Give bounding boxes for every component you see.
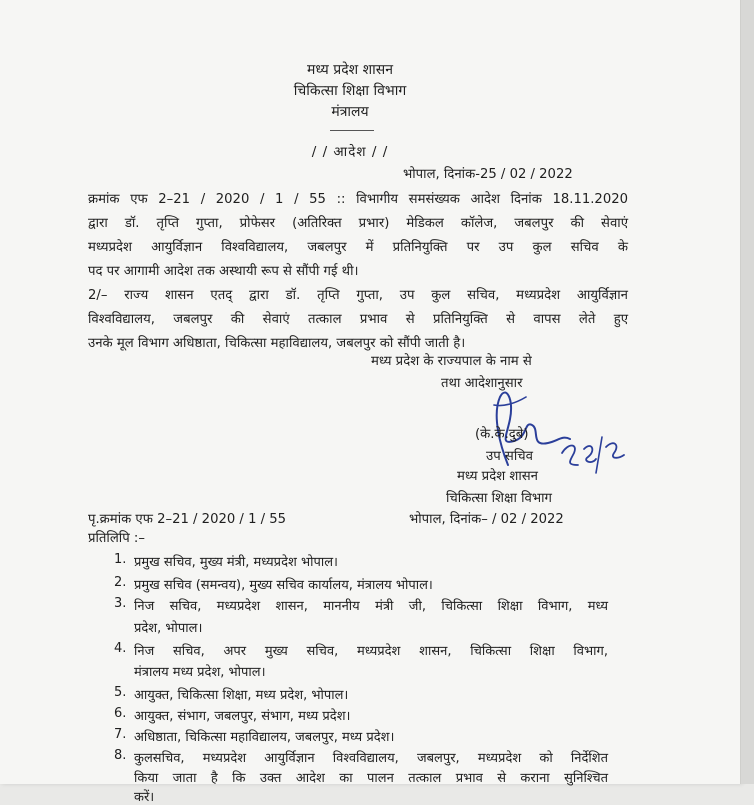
- list-item: किया जाता है कि उक्त आदेश का पालन तत्काल प्रभाव से कराना सुनिश्चित: [134, 771, 608, 786]
- list-item: निज सचिव, अपर मुख्य सचिव, मध्यप्रदेश शासन, चिकित्सा शिक्षा विभाग,: [134, 644, 608, 659]
- header-ministry: मंत्रालय: [331, 104, 369, 120]
- para2-line: उनके मूल विभाग अधिष्ठाता, चिकित्सा महाविद्यालय, जबलपुर को सौंपी जाती है।: [88, 336, 466, 351]
- para1-line: पद पर आगामी आदेश तक अस्थायी रूप से सौंपी गई थी।: [88, 264, 359, 279]
- endorsement-ref: पृ.क्रमांक एफ 2–21 / 2020 / 1 / 55: [88, 512, 287, 527]
- order-date: भोपाल, दिनांक-25 / 02 / 2022: [403, 167, 573, 182]
- order-title: / / आदेश / /: [311, 144, 389, 160]
- list-number: 8.: [114, 748, 127, 763]
- signatory-govt: मध्य प्रदेश शासन: [457, 469, 538, 484]
- list-number: 6.: [114, 706, 127, 721]
- list-item: आयुक्त, चिकित्सा शिक्षा, मध्य प्रदेश, भोपाल।: [134, 688, 349, 703]
- list-item: प्रमुख सचिव (समन्वय), मुख्य सचिव कार्यालय, मंत्रालय भोपाल।: [134, 578, 433, 593]
- signatory-dept: चिकित्सा शिक्षा विभाग: [446, 491, 552, 506]
- governor-line: तथा आदेशानुसार: [441, 376, 523, 391]
- list-item: प्रमुख सचिव, मुख्य मंत्री, मध्यप्रदेश भोपाल।: [134, 555, 338, 570]
- para2-line: विश्वविद्यालय, जबलपुर की सेवाएं तत्काल प्रभाव से प्रतिनियुक्ति से वापस लेते हुए: [88, 312, 628, 327]
- para1-line: मध्यप्रदेश आयुर्विज्ञान विश्वविद्यालय, जबलपुर में प्रतिनियुक्ति पर उप कुल सचिव के: [88, 240, 628, 255]
- header-divider: [330, 130, 374, 131]
- list-item: आयुक्त, संभाग, जबलपुर, संभाग, मध्य प्रदेश।: [134, 709, 351, 724]
- list-number: 7.: [114, 727, 127, 742]
- list-item: मंत्रालय मध्य प्रदेश, भोपाल।: [134, 665, 266, 680]
- signatory-designation: उप सचिव: [486, 449, 533, 464]
- para1-line: क्रमांक एफ 2–21 / 2020 / 1 / 55 :: विभागीय समसंख्यक आदेश दिनांक 18.11.2020: [88, 192, 628, 207]
- list-item: अधिष्ठाता, चिकित्सा महाविद्यालय, जबलपुर, मध्य प्रदेश।: [134, 730, 395, 745]
- list-number: 2.: [114, 575, 127, 590]
- viewer-background: [741, 0, 754, 784]
- list-number: 3.: [114, 596, 127, 611]
- list-number: 4.: [114, 641, 127, 656]
- list-item: प्रदेश, भोपाल।: [134, 621, 203, 636]
- copy-label: प्रतिलिपि :–: [88, 531, 145, 546]
- signatory-name: (के.के.दुबे): [475, 427, 529, 442]
- list-number: 1.: [114, 552, 127, 567]
- para2-line: 2/– राज्य शासन एतद् द्वारा डॉ. तृप्ति गुप्ता, उप कुल सचिव, मध्यप्रदेश आयुर्विज्ञान: [88, 288, 628, 303]
- list-item: निज सचिव, मध्यप्रदेश शासन, माननीय मंत्री जी, चिकित्सा शिक्षा विभाग, मध्य: [134, 599, 608, 614]
- list-item: करें।: [134, 790, 155, 805]
- endorsement-date: भोपाल, दिनांक– / 02 / 2022: [409, 512, 564, 527]
- governor-line: मध्य प्रदेश के राज्यपाल के नाम से: [371, 354, 532, 369]
- header-govt: मध्य प्रदेश शासन: [307, 62, 393, 78]
- para1-line: द्वारा डॉ. तृप्ति गुप्ता, प्रोफेसर (अतिरिक्त प्रभार) मेडिकल कॉलेज, जबलपुर की सेवाएं: [88, 216, 628, 231]
- header-dept: चिकित्सा शिक्षा विभाग: [293, 83, 407, 99]
- list-number: 5.: [114, 685, 127, 700]
- list-item: कुलसचिव, मध्यप्रदेश आयुर्विज्ञान विश्वविद्यालय, जबलपुर, मध्यप्रदेश को निर्देशित: [134, 751, 608, 766]
